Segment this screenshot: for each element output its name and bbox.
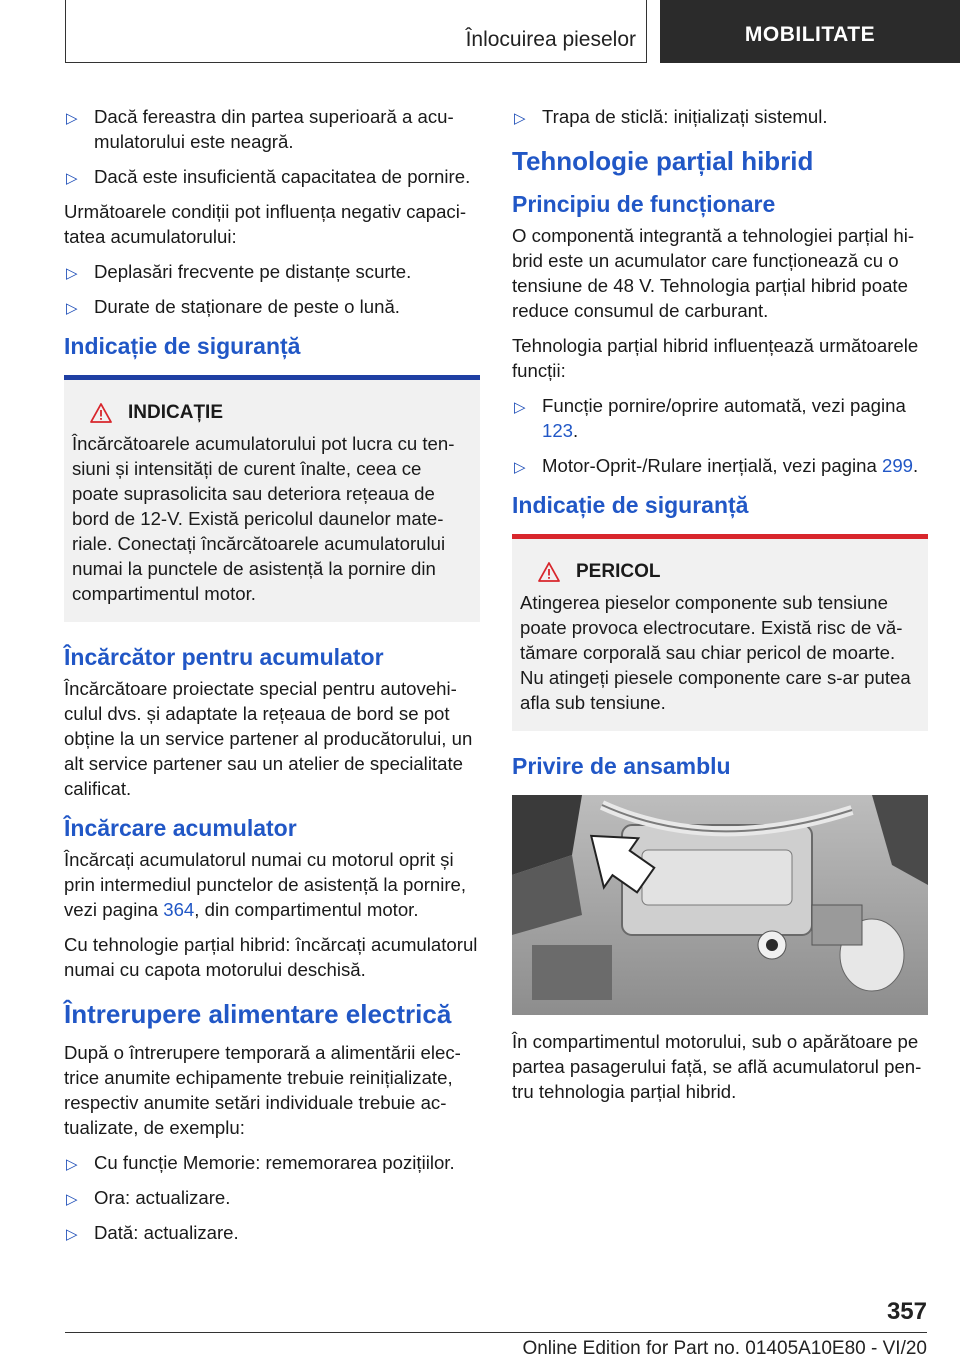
list-item: ▷ Dată: actualizare. [64, 1220, 480, 1245]
heading-overview: Privire de ansamblu [512, 753, 731, 779]
triangle-bullet-icon: ▷ [66, 110, 78, 127]
heading-safety-right: Indicație de siguranță [512, 492, 749, 518]
header-section-title: Înlocuirea pieselor [465, 28, 636, 51]
page-link-123[interactable]: 123 [542, 420, 574, 441]
heading-safety-left: Indicație de siguranță [64, 333, 301, 359]
list-item: ▷ Deplasări frecvente pe distanțe scurte. [64, 259, 480, 284]
footer-edition: Online Edition for Part no. 01405A10E80 - VI/20 [522, 1338, 927, 1359]
paragraph: Cu tehnologie parțial hibrid: încărcați acumulatorul numai cu capota motorului deschisă. [64, 934, 478, 980]
heading-mild-hybrid: Tehnologie parțial hibrid [512, 146, 814, 176]
heading-principle: Principiu de funcționare [512, 191, 776, 217]
list-item: ▷ Durate de staționare de peste o lună. [64, 294, 480, 319]
triangle-bullet-icon: ▷ [66, 1156, 78, 1173]
page-link-364[interactable]: 364 [163, 899, 195, 920]
bullet-list-2 [64, 259, 480, 319]
page-link-299[interactable]: 299 [882, 455, 914, 476]
notice-title: INDICAȚIE [128, 402, 223, 423]
bullet-list-3 [64, 1150, 480, 1245]
triangle-bullet-icon: ▷ [66, 170, 78, 187]
list-item: ▷ Ora: actualizare. [64, 1185, 480, 1210]
page-number: 357 [886, 1298, 927, 1325]
list-item: ▷ Cu funcție Memorie: rememorarea pozițiilor. [64, 1150, 480, 1175]
triangle-bullet-icon: ▷ [66, 300, 78, 317]
engine-compartment-image [512, 795, 928, 1015]
left-column [64, 104, 480, 1255]
heading-interrupt: Întrerupere alimentare electrică [64, 999, 452, 1029]
triangle-bullet-icon: ▷ [66, 1226, 78, 1243]
danger-title: PERICOL [576, 561, 661, 582]
image-caption: În compartimentul motorului, sub o apărătoare pe partea pasagerului față, se află acumulatorul pentru tehnologia parțial hibrid. [512, 1031, 922, 1102]
paragraph: O componentă integrantă a tehnologiei parțial hibrid este un acumulator care funcționează cu o tensiune de 48 V. Tehnologia parțial hibrid poate reduce consumul de carburant. [512, 225, 915, 321]
triangle-bullet-icon: ▷ [514, 399, 526, 416]
bullet-list-1 [64, 104, 480, 189]
paragraph: Încărcați acumulatorul numai cu motorul oprit și prin intermediul punctelor de asistență la pornire, vezi pagina 364, din compartimentul motor. [64, 849, 467, 920]
list-item: ▷ Dacă este insuficientă capacitatea de pornire. [64, 164, 480, 189]
paragraph: Tehnologia parțial hibrid influențează următoarele funcții: [512, 335, 919, 381]
list-item: ▷ Motor-Oprit-/Rulare inerțială, vezi pagina 299. [512, 453, 928, 478]
list-item: ▷ Trapa de sticlă: inițializați sistemul. [512, 104, 928, 129]
paragraph: Următoarele condiții pot influența negativ capacitatea acumulatorului: [64, 201, 467, 247]
heading-charger: Încărcător pentru acumulator [64, 644, 384, 670]
heading-charging: Încărcare acumulator [64, 815, 297, 841]
paragraph: După o întrerupere temporară a alimentării electrice anumite echipamente trebuie reinițializate, respectiv anumite setări individuale trebuie actualizate, de exemplu: [64, 1042, 461, 1138]
footer-divider [65, 1332, 927, 1333]
triangle-bullet-icon: ▷ [66, 265, 78, 282]
paragraph: Încărcătoare proiectate special pentru autovehiculul dvs. și adaptate la rețeaua de bord se pot obține la un service partener al producătorului, un alt service partener sau un atelier de specialitate calificat. [64, 678, 473, 799]
danger-box [512, 534, 928, 731]
list-item: ▷ Funcție pornire/oprire automată, vezi pagina 123. [514, 395, 906, 441]
notice-box [64, 375, 480, 622]
right-column [512, 104, 928, 1114]
warning-triangle-icon [90, 403, 112, 423]
list-item: ▷ Dacă fereastra din partea superioară a acumulatorului este neagră. [66, 106, 454, 152]
triangle-bullet-icon: ▷ [514, 459, 526, 476]
bullet-list-functions [512, 393, 928, 478]
bullet-list-top [512, 104, 928, 129]
notice-text: Încărcătoarele acumulatorului pot lucra cu tensiuni și intensități de curent înalte, ceea ce poate suprasolicita sau deteriora rețeaua de bord de 12-V. Există pericolul daunelor materiale. Conectați încărcătoarele acumulatorului numai la punctele de asistență la pornire din compartimentul motor. [72, 433, 455, 604]
warning-triangle-icon [538, 562, 560, 582]
triangle-bullet-icon: ▷ [514, 110, 526, 127]
header-chapter-tab[interactable]: MOBILITATE [660, 0, 960, 63]
danger-text: Atingerea pieselor componente sub tensiune poate provoca electrocutare. Există risc de vătămare corporală sau chiar pericol de moarte. Nu atingeți piesele componente care s-ar putea afla sub tensiune. [520, 592, 911, 713]
engine-illustration [512, 795, 928, 1015]
triangle-bullet-icon: ▷ [66, 1191, 78, 1208]
